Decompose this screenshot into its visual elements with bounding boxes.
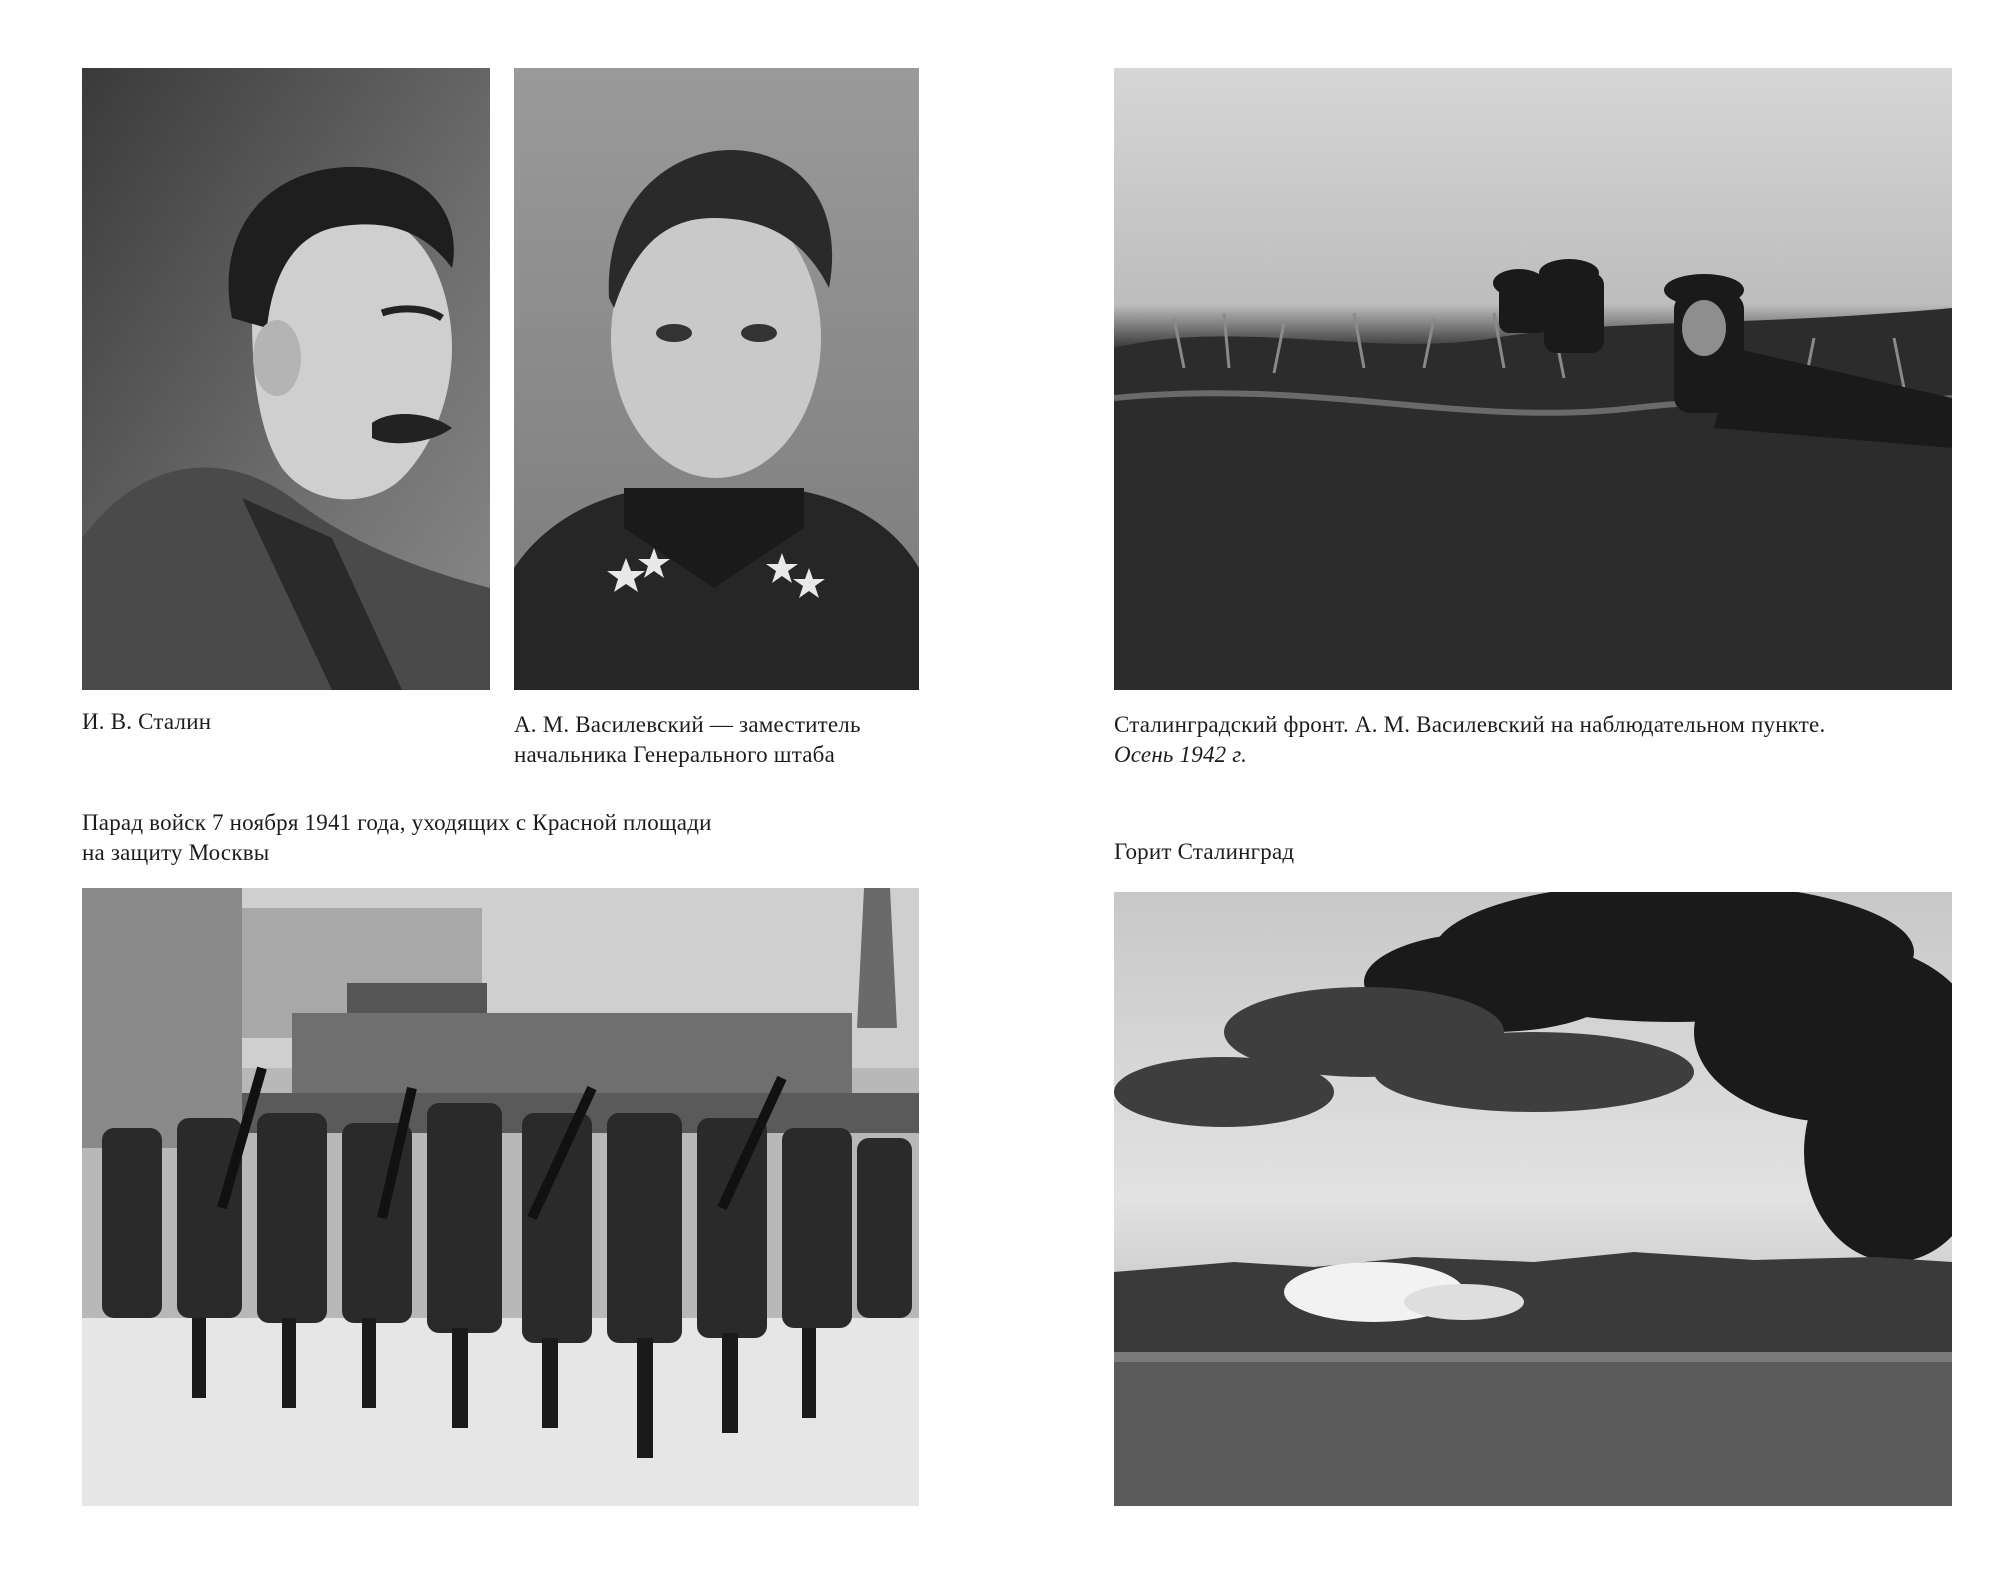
caption-line: на защиту Москвы <box>82 840 270 865</box>
caption-date: Осень 1942 г. <box>1114 742 1248 767</box>
caption-stalin <box>82 707 211 737</box>
caption-line: И. В. Сталин <box>82 709 212 734</box>
caption-line: А. М. Василевский — заместитель <box>514 712 861 737</box>
photo-burning-stalingrad <box>1114 892 1952 1506</box>
caption-burning <box>1114 837 1294 867</box>
photo-stalingrad-front <box>1114 68 1952 690</box>
caption-line: Горит Сталинград <box>1114 839 1295 864</box>
caption-line: Парад войск 7 ноября 1941 года, уходящих с Красной площади <box>82 810 712 835</box>
photo-red-square-parade <box>82 888 919 1506</box>
photo-stalin-portrait <box>82 68 490 690</box>
caption-line: начальника Генерального штаба <box>514 742 835 767</box>
caption-front <box>1114 710 1825 770</box>
caption-vasilevsky <box>514 710 861 770</box>
caption-line: Сталинградский фронт. А. М. Василевский на наблюдательном пункте. <box>1114 712 1826 737</box>
photo-vasilevsky-portrait <box>514 68 919 690</box>
caption-parade <box>82 808 712 868</box>
